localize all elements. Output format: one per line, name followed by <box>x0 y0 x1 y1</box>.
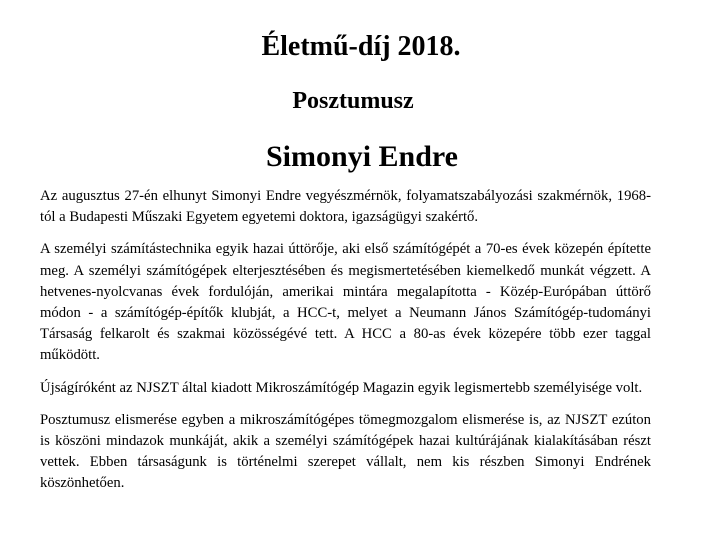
document-subtitle: Posztumusz <box>292 88 414 114</box>
paragraph-intro: Az augusztus 27-én elhunyt Simonyi Endre vegyészmérnök, folyamatszabályozási szakmérnök, 1968-tól a Budapesti Műszaki Egyetem egyetemi doktora, igazságügyi szakértő. <box>40 188 651 226</box>
paragraph-recognition: Posztumusz elismerése egyben a mikroszámítógépes tömegmozgalom elismerése is, az NJSZT ezúton is köszöni mindazok munkáját, akik a személyi számítógépek hazai kultúrájának kialakításában részt vettek. Ebben társaságunk is történelmi szerepet vállalt, nem kis részben Simonyi Endrének köszönhetően. <box>40 411 651 492</box>
honoree-name: Simonyi Endre <box>266 140 458 173</box>
document-title: Életmű-díj 2018. <box>261 31 461 62</box>
paragraph-journalist: Újságíróként az NJSZT által kiadott Mikroszámítógép Magazin egyik legismertebb személyisége volt. <box>40 379 643 396</box>
document-body <box>40 186 651 506</box>
paragraph-pioneer: A személyi számítástechnika egyik hazai úttörője, aki első számítógépét a 70-es évek közepén építette meg. A személyi számítógépek elterjesztésében és megismertetésében kiemelkedő munkát végzett. A hetvenes-nyolcvanas évek fordulóján, amerikai mintára megalapította - Közép-Európában úttörő módon - a számítógép-építők klubját, a HCC-t, melyet a Neumann János Számítógép-tudományi Társaság felkarolt és szakmai közösségévé tett. A HCC a 80-as évek közepére több ezer taggal működött. <box>40 241 651 364</box>
